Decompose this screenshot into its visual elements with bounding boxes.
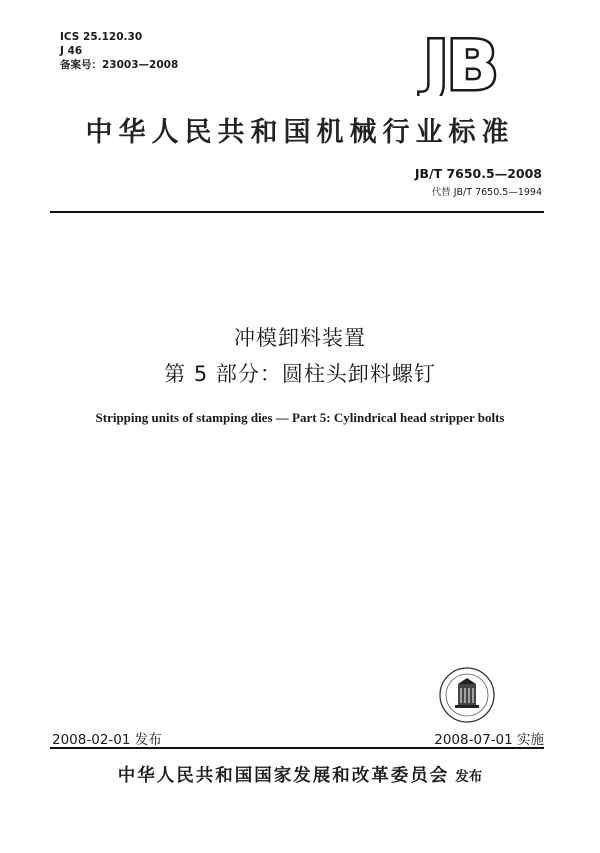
replaces-standard: 代替 JB/T 7650.5—1994 — [431, 187, 542, 198]
top-divider — [50, 211, 544, 213]
title-english: Stripping units of stamping dies — Part 5: Cylindrical head stripper bolts — [95, 410, 505, 425]
metadata-block — [60, 30, 178, 72]
standard-number: JB/T 7650.5—2008 — [414, 166, 542, 181]
issue-label: 发布 — [455, 769, 483, 785]
title-chinese-line1: 冲模卸料装置 — [234, 326, 366, 350]
release-date: 2008-02-01 发布 — [52, 732, 162, 748]
implementation-date: 2008-07-01 实施 — [434, 732, 544, 748]
jb-logo — [404, 34, 516, 96]
ics-code: ICS 25.120.30 — [60, 31, 143, 43]
jb-logo-icon — [404, 34, 516, 96]
issuing-authority: 中华人民共和国国家发展和改革委员会 — [117, 766, 450, 786]
title-chinese-line2: 第 5 部分：圆柱头卸料螺钉 — [164, 362, 436, 386]
record-number: 备案号：23003—2008 — [60, 59, 179, 71]
publisher-emblem-icon — [436, 664, 498, 726]
issuer-line — [0, 762, 600, 787]
standard-category-title: 中华人民共和国机械行业标准 — [85, 117, 515, 148]
jb-logo-text: JB — [423, 34, 497, 96]
bottom-divider — [50, 747, 544, 749]
classification-code: J 46 — [60, 45, 83, 57]
